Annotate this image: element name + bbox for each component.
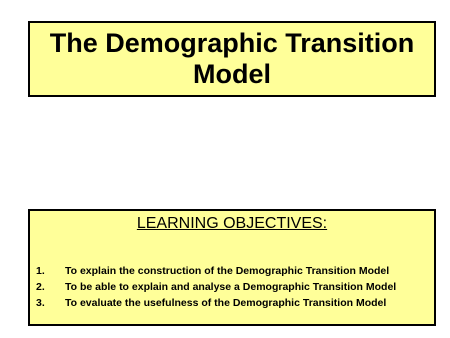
title-box — [28, 21, 436, 97]
list-item — [36, 295, 396, 311]
list-item-number: 3. — [36, 297, 45, 309]
learning-objectives-box — [28, 209, 436, 326]
list-item — [36, 279, 396, 295]
learning-objectives-heading: LEARNING OBJECTIVES: — [136, 215, 328, 232]
list-item-text: To explain the construction of the Demographic Transition Model — [65, 265, 390, 277]
list-item-text: To be able to explain and analyse a Demographic Transition Model — [65, 281, 397, 293]
slide-title: The Demographic Transition Model — [49, 28, 415, 89]
list-item-text: To evaluate the usefulness of the Demographic Transition Model — [65, 297, 387, 309]
list-item — [36, 263, 396, 279]
list-item-number: 1. — [36, 265, 45, 277]
objectives-list — [36, 263, 396, 311]
list-item-number: 2. — [36, 281, 45, 293]
